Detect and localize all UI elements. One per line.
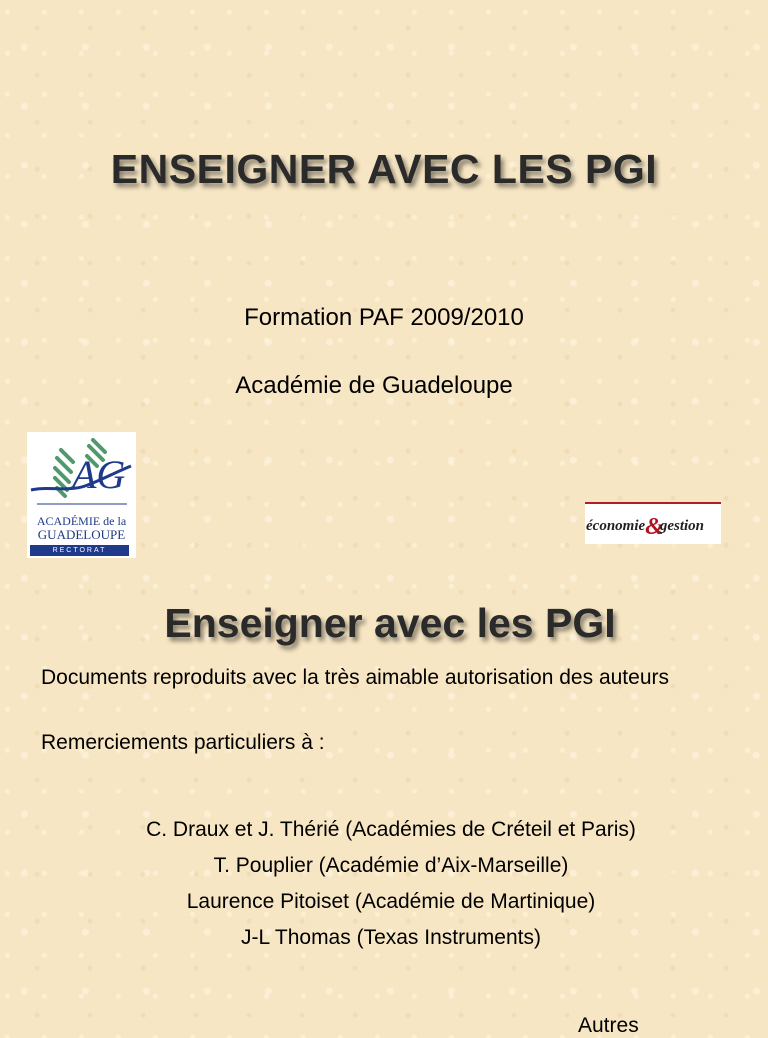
economie-gestion-logo	[585, 502, 721, 544]
logo-ampersand: &	[645, 514, 660, 540]
thanks-heading: Remerciements particuliers à :	[41, 731, 325, 754]
logo-gestion: gestion	[659, 518, 705, 534]
logo-rectorat-bar: RECTORAT	[30, 545, 129, 556]
credit-item: J-L Thomas (Texas Instruments)	[241, 926, 541, 949]
second-slide-title: Enseigner avec les PGI	[164, 600, 616, 646]
credit-item: T. Pouplier (Académie d’Aix-Marseille)	[213, 854, 569, 877]
academy-subtitle: Académie de Guadeloupe	[235, 372, 513, 399]
credit-item: Laurence Pitoiset (Académie de Martinique)	[186, 890, 596, 913]
logo-economie: économie	[586, 518, 646, 534]
academie-guadeloupe-logo	[27, 432, 136, 558]
cut-off-text: Autres	[578, 1014, 639, 1037]
authorization-text: Documents reproduits avec la très aimable autorisation des auteurs	[41, 666, 669, 689]
ag-monogram-icon	[27, 432, 136, 514]
svg-text:AG: AG	[72, 452, 126, 497]
formation-subtitle: Formation PAF 2009/2010	[244, 304, 524, 331]
credits-list	[0, 812, 768, 956]
slide-title: ENSEIGNER AVEC LES PGI	[110, 146, 658, 192]
credit-item: C. Draux et J. Thérié (Académies de Créteil et Paris)	[146, 818, 636, 841]
logo-line2: GUADELOUPE	[37, 527, 126, 542]
logo-line1: ACADÉMIE de la	[36, 514, 127, 528]
